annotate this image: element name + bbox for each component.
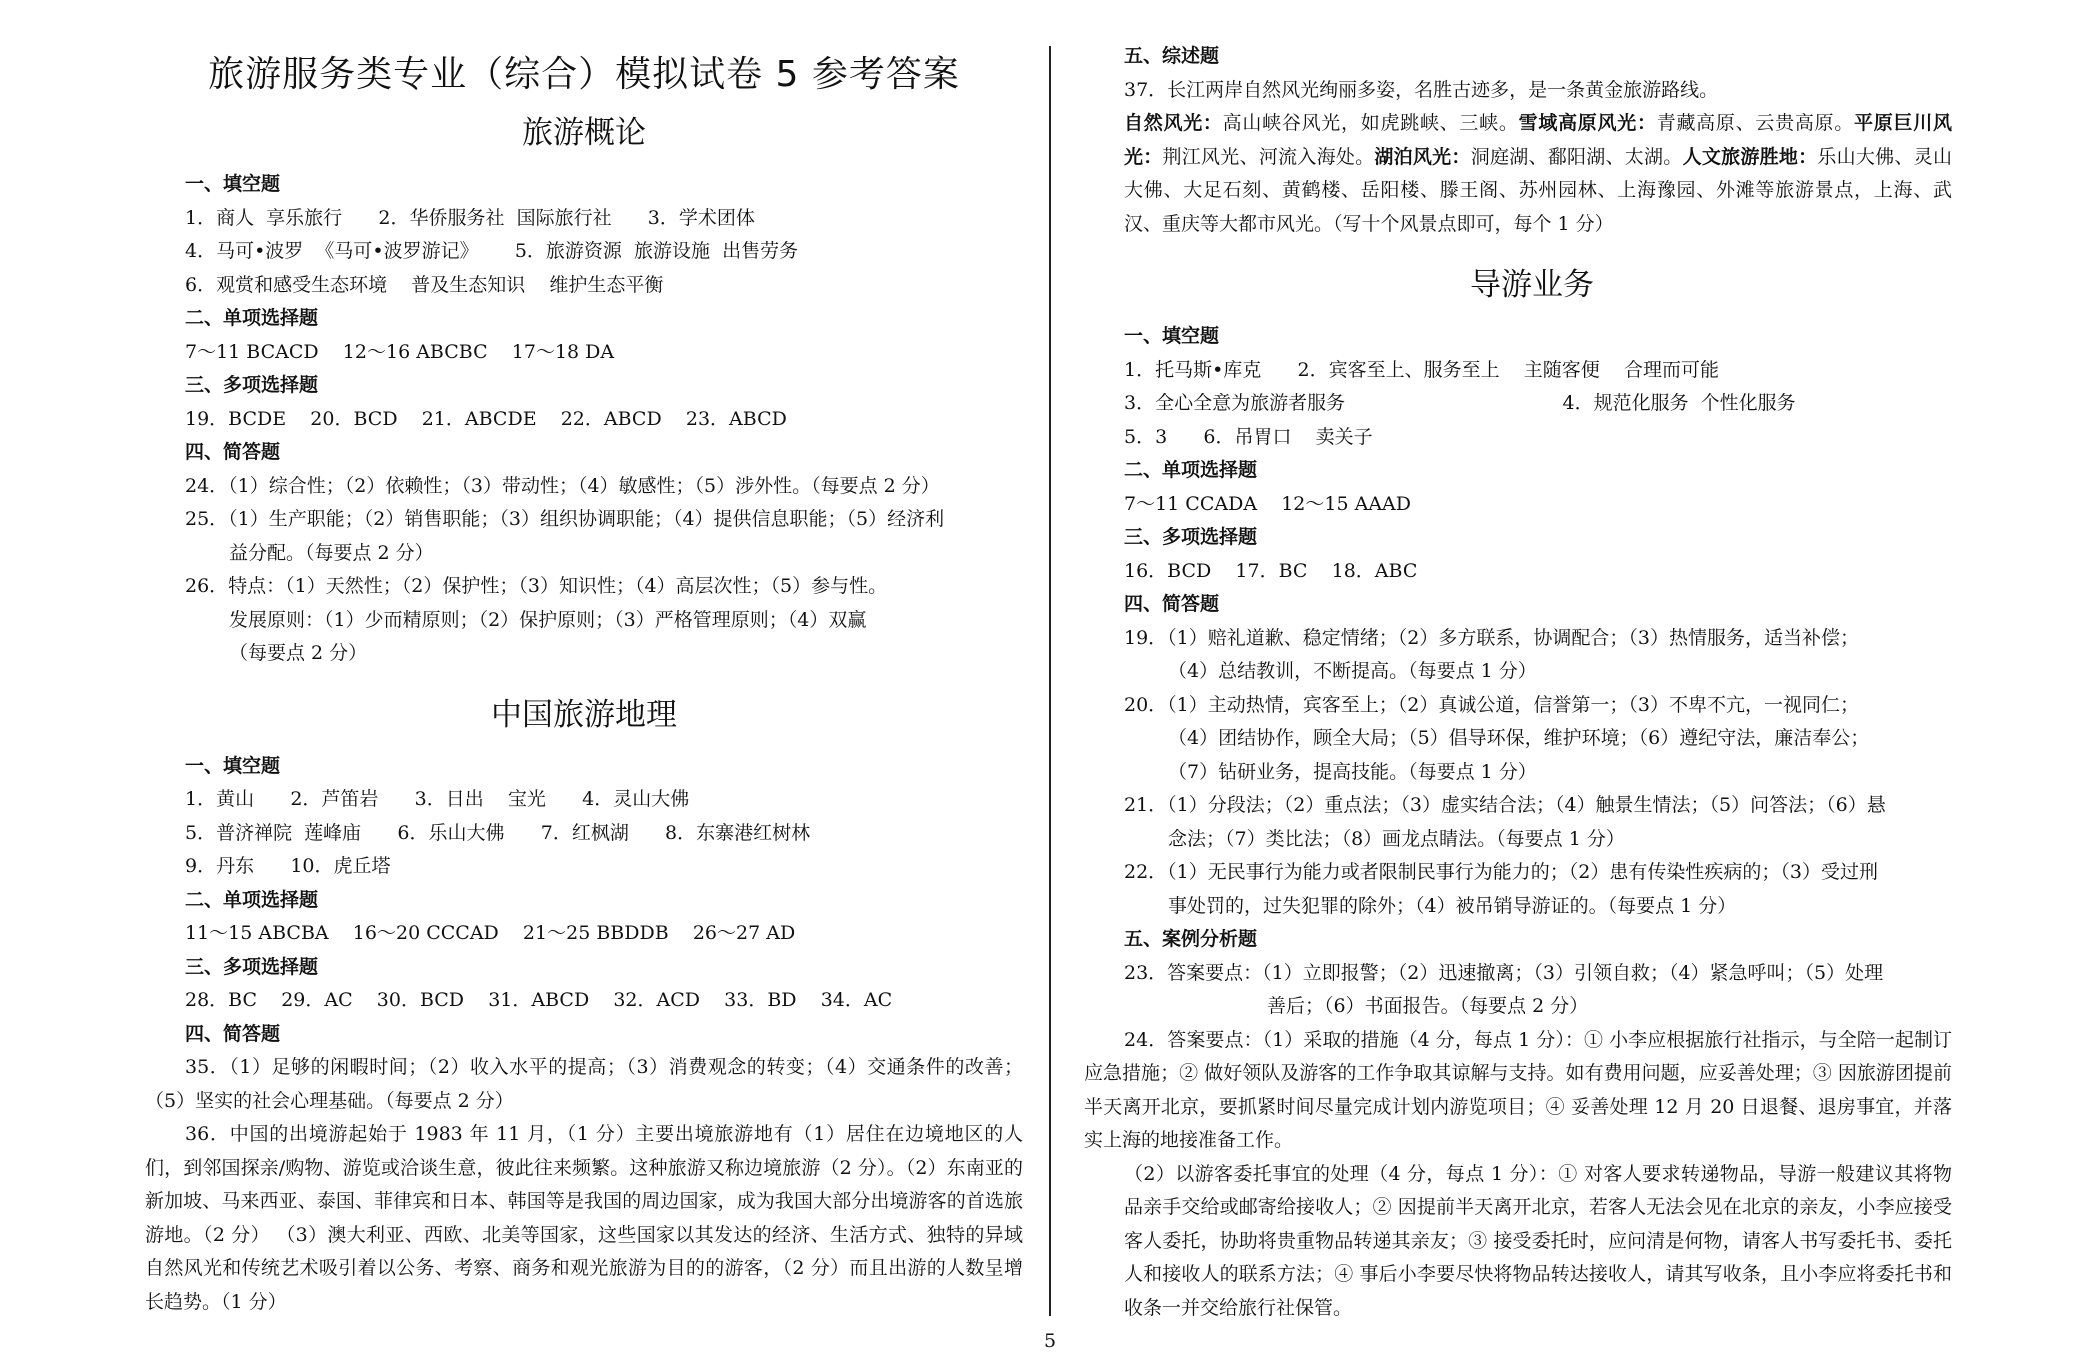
answer-paragraph: 36．中国的出境游起始于 1983 年 11 月，（1 分）主要出境旅游地有（1）居住在边境地区的人们，到邻国探亲/购物、游览或洽谈生意，彼此往来频繁。这种旅游又称边境旅游（2 分）。（2）东南亚的新加坡、马来西亚、泰国、菲律宾和日本、韩国等是我国的周边国家，成为我国大部分出境游客的首选旅游地。（2 分） （3）澳大利亚、西欧、北美等国家，这些国家以其发达的经济、生活方式、独特的异域自然风光和传统艺术吸引着以公务、考察、商务和观光旅游为目的的游客，（2 分）而且出游的人数呈增长趋势。（1 分） [145, 1123, 1023, 1313]
subheading-short-answer: 四、简答题 [185, 1022, 281, 1045]
answer-line: 9．丹东 10．虎丘塔 [185, 855, 391, 877]
answer-line: 1．托马斯•库克 2．宾客至上、服务至上 主随客便 合理而可能 [1124, 358, 1719, 381]
subheading-multi-choice: 三、多项选择题 [1124, 526, 1258, 548]
subheading-multi-choice: 三、多项选择题 [185, 955, 319, 978]
answer-line: 16．BCD 17．BC 18．ABC [1124, 559, 1418, 582]
text: 高山峡谷风光，如虎跳峡、三峡。 [1222, 112, 1519, 134]
subheading-fill-blank: 一、填空题 [185, 173, 281, 195]
answer-line-continued: 事处罚的，过失犯罪的除外；（4）被吊销导游证的。（每要点 1 分） [1168, 894, 1737, 917]
answer-line: 4．马可•波罗 《马可•波罗游记》 5．旅游资源 旅游设施 出售劳务 [185, 240, 799, 262]
keyword: 雪域高原风光： [1518, 112, 1657, 134]
text: 荆江风光、河流入海处。 [1162, 145, 1375, 168]
subheading-multi-choice: 三、多项选择题 [185, 374, 319, 396]
keyword: 平原巨川风光： [1124, 112, 1952, 168]
subheading-essay: 五、综述题 [1124, 45, 1220, 67]
subheading-short-answer: 四、简答题 [185, 441, 281, 463]
keyword: 人文旅游胜地： [1682, 145, 1818, 168]
answer-line: 22．（1）无民事行为能力或者限制民事行为能力的；（2）患有传染性疾病的；（3）受过刑 [1124, 861, 1878, 883]
answer-line: 7～11 BCACD 12～16 ABCBC 17～18 DA [185, 340, 615, 363]
answer-line: 19．BCDE 20．BCD 21．ABCDE 22．ABCD 23．ABCD [185, 407, 787, 430]
answer-line: 5．3 6．吊胃口 卖关子 [1124, 425, 1373, 448]
answer-line: 26．特点：（1）天然性；（2）保护性；（3）知识性；（4）高层次性；（5）参与性。 [185, 575, 888, 597]
answer-line: 1．黄山 2．芦笛岩 3．日出 宝光 4．灵山大佛 [185, 788, 690, 810]
answer-line: 1．商人 享乐旅行 2．华侨服务社 国际旅行社 3．学术团体 [185, 206, 755, 229]
subheading-single-choice: 二、单项选择题 [1124, 459, 1258, 481]
answer-line: 24．（1）综合性；（2）依赖性；（3）带动性；（4）敏感性；（5）涉外性。（每要点 2 分） [185, 474, 940, 497]
section-title-china-geography: 中国旅游地理 [491, 696, 677, 733]
left-column [145, 40, 1023, 1319]
answer-line: 19．（1）赔礼道歉、稳定情绪；（2）多方联系，协调配合；（3）热情服务，适当补偿； [1124, 626, 1859, 649]
answer-line-continued: 善后；（6）书面报告。（每要点 2 分） [1267, 995, 1589, 1017]
answer-line: 7～11 CCADA 12～15 AAAD [1124, 492, 1412, 515]
answer-line: 20．（1）主动热情，宾客至上；（2）真诚公道，信誉第一；（3）不卑不亢，一视同仁； [1124, 693, 1859, 716]
subheading-fill-blank: 一、填空题 [1124, 325, 1220, 347]
subheading-single-choice: 二、单项选择题 [185, 307, 319, 329]
answer-line: 6．观赏和感受生态环境 普及生态知识 维护生态平衡 [185, 273, 664, 296]
subheading-case-analysis: 五、案例分析题 [1124, 928, 1258, 950]
subheading-single-choice: 二、单项选择题 [185, 888, 319, 911]
right-column [1084, 40, 1952, 1325]
answer-line: 23．答案要点：（1）立即报警；（2）迅速撤离；（3）引领自救；（4）紧急呼叫；（5）处理 [1124, 961, 1884, 984]
text: 青藏高原、云贵高原。 [1656, 112, 1855, 134]
answer-line: 25．（1）生产职能；（2）销售职能；（3）组织协调职能；（4）提供信息职能；（5）经济利 [185, 508, 945, 530]
answer-paragraph [1124, 107, 1952, 241]
section-title-tourism-intro: 旅游概论 [522, 115, 646, 151]
answer-line-continued: （4）团结协作，顾全大局；（5）倡导环保，维护环境；（6）遵纪守法，廉洁奉公； [1168, 727, 1870, 749]
answer-line-continued: （每要点 2 分） [229, 642, 368, 664]
page-number: 5 [1043, 1330, 1057, 1352]
answer-line-continued: 发展原则：（1）少而精原则；（2）保护原则；（3）严格管理原则；（4）双赢 [229, 608, 867, 631]
section-title-guide-business: 导游业务 [1470, 267, 1594, 303]
answer-line-continued: （4）总结教训，不断提高。（每要点 1 分） [1168, 660, 1537, 682]
answer-line: 5．普济禅院 莲峰庙 6．乐山大佛 7．红枫湖 8．东寨港红树林 [185, 821, 811, 844]
answer-line-continued: 益分配。（每要点 2 分） [229, 541, 434, 564]
answer-line: 21．（1）分段法；（2）重点法；（3）虚实结合法；（4）触景生情法；（5）问答法；（6）悬 [1124, 794, 1886, 816]
text: 乐山大佛、灵山大佛、大足石刻、黄鹤楼、岳阳楼、滕王阁、苏州园林、上海豫园、外滩等旅游景点，上海、武汉、重庆等大都市风光。（写十个风景点即可，每个 1 分） [1124, 145, 1952, 235]
answer-paragraph: 35．（1）足够的闲暇时间；（2）收入水平的提高；（3）消费观念的转变；（4）交通条件的改善；（5）坚实的社会心理基础。（每要点 2 分） [145, 1056, 1023, 1112]
answer-paragraph: 24．答案要点：（1）采取的措施（4 分，每点 1 分）：① 小李应根据旅行社指示，与全陪一起制订应急措施；② 做好领队及游客的工作争取其谅解与支持。如有费用问题，应妥善处理；③ 因旅游团提前半天离开北京，要抓紧时间尽量完成计划内游览项目；④ 妥善处理 12 月 20 日退餐、退房事宜，并落实上海的地接准备工作。 [1084, 1028, 1952, 1151]
answer-line: 28．BC 29．AC 30．BCD 31．ABCD 32．ACD 33．BD 34．AC [185, 989, 893, 1011]
subheading-short-answer: 四、简答题 [1124, 593, 1220, 615]
keyword: 自然风光： [1124, 112, 1223, 134]
answer-line-continued: （7）钻研业务，提高技能。（每要点 1 分） [1168, 760, 1537, 783]
subheading-fill-blank: 一、填空题 [185, 754, 281, 777]
keyword: 湖泊风光： [1374, 145, 1471, 168]
answer-paragraph: （2）以游客委托事宜的处理（4 分，每点 1 分）：① 对客人要求转递物品，导游一般建议其将物品亲手交给或邮寄给接收人；② 因提前半天离开北京，若客人无法会见在北京的亲友，小李应接受客人委托，协助将贵重物品转递其亲友；③ 接受委托时，应问清是何物，请客人书写委托书、委托人和接收人的联系方法；④ 事后小李要尽快将物品转达接收人，请其写收条，且小李应将委托书和收条一并交给旅行社保管。 [1124, 1162, 1952, 1319]
column-divider [1049, 46, 1051, 1316]
document-title: 旅游服务类专业（综合）模拟试卷 5 参考答案 [208, 54, 960, 95]
answer-line-continued: 念法；（7）类比法；（8）画龙点睛法。（每要点 1 分） [1168, 827, 1625, 850]
text: 洞庭湖、鄱阳湖、太湖。 [1470, 145, 1683, 168]
answer-line: 37．长江两岸自然风光绚丽多姿，名胜古迹多，是一条黄金旅游路线。 [1124, 78, 1719, 101]
answer-line: 11～15 ABCBA 16～20 CCCAD 21～25 BBDDB 26～27 AD [185, 922, 796, 944]
answer-line: 3．全心全意为旅游者服务 4．规范化服务 个性化服务 [1124, 392, 1796, 414]
